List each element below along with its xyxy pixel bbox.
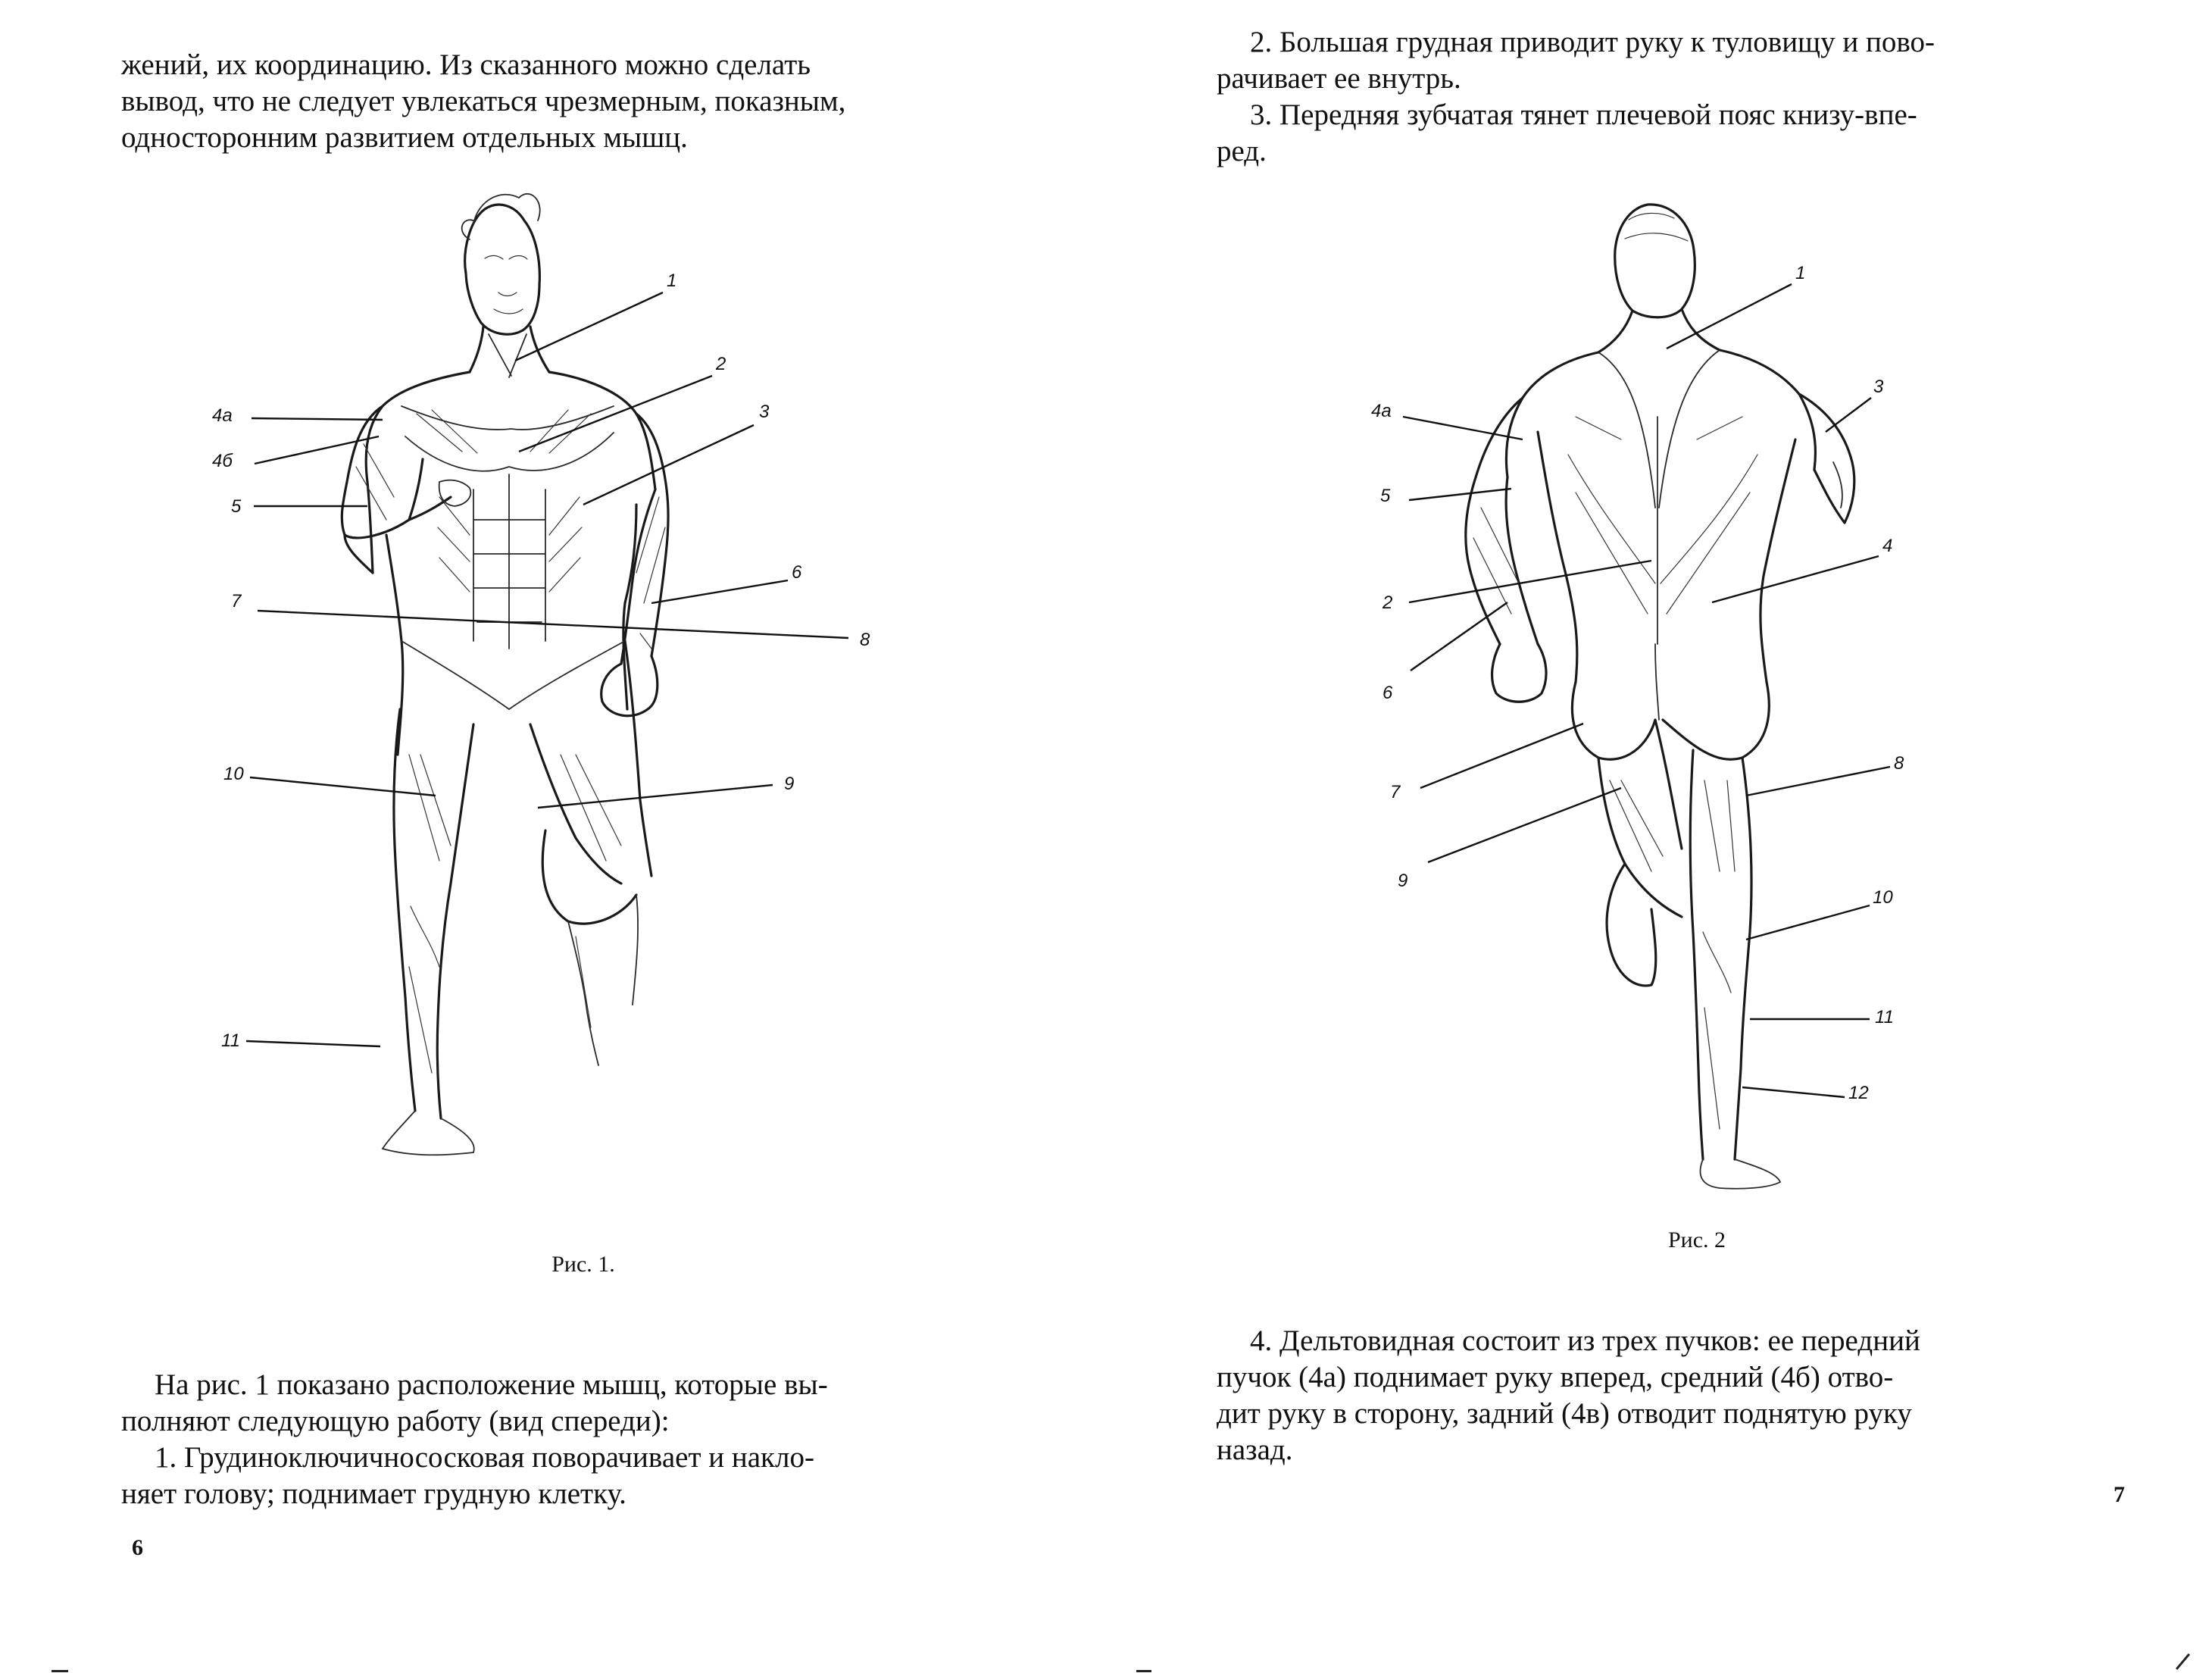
- text-line: дит руку в сторону, задний (4в) отводит поднятую руку: [1217, 1397, 1912, 1430]
- svg-text:4б: 4б: [212, 451, 233, 471]
- items-2-3-paragraph: [1217, 24, 2117, 170]
- figure-1-caption: Рис. 1.: [551, 1252, 615, 1277]
- svg-text:8: 8: [1894, 753, 1904, 774]
- text-line: назад.: [1217, 1434, 1293, 1466]
- svg-text:11: 11: [1875, 1007, 1894, 1027]
- svg-text:4: 4: [1882, 536, 1893, 556]
- svg-text:12: 12: [1848, 1083, 1869, 1103]
- svg-text:9: 9: [1398, 871, 1408, 891]
- scan-mark: [1136, 1670, 1151, 1672]
- anatomy-front-illustration: [212, 179, 909, 1247]
- scan-mark: [2176, 1653, 2190, 1670]
- page-number: 7: [2114, 1482, 2125, 1507]
- svg-text:2: 2: [716, 354, 726, 374]
- anatomy-back-illustration: [1348, 189, 1970, 1212]
- svg-text:7: 7: [231, 591, 242, 611]
- svg-text:8: 8: [860, 630, 870, 650]
- svg-text:1: 1: [1795, 263, 1806, 283]
- svg-text:4а: 4а: [1371, 401, 1392, 421]
- text-line: вывод, что не следует увлекаться чрезмерным, показным,: [121, 85, 846, 117]
- text-line: рачивает ее внутрь.: [1217, 62, 1461, 95]
- svg-text:7: 7: [1390, 782, 1401, 802]
- item-4-paragraph: [1217, 1323, 2117, 1468]
- text-line: На рис. 1 показано расположение мышц, которые вы-: [155, 1368, 828, 1401]
- text-line: 2. Большая грудная приводит руку к туловищу и пово-: [1250, 26, 1935, 58]
- svg-text:3: 3: [759, 402, 770, 422]
- right-page: [1106, 0, 2212, 1673]
- description-paragraph: [121, 1367, 1006, 1512]
- page-number: 6: [132, 1535, 143, 1560]
- text-line: 1. Грудиноключичнососковая поворачивает и накло-: [155, 1441, 814, 1474]
- svg-text:3: 3: [1873, 377, 1884, 397]
- svg-text:6: 6: [1382, 683, 1393, 703]
- svg-text:10: 10: [1873, 887, 1893, 908]
- svg-text:5: 5: [231, 496, 242, 517]
- figure-1-front-muscles: [212, 179, 909, 1247]
- text-line: пучок (4а) поднимает руку вперед, средний (4б) отво-: [1217, 1361, 1894, 1393]
- text-line: 3. Передняя зубчатая тянет плечевой пояс книзу-впе-: [1250, 99, 1917, 131]
- svg-text:4а: 4а: [212, 405, 233, 426]
- scan-mark: [52, 1670, 68, 1672]
- text-line: жений, их координацию. Из сказанного можно сделать: [121, 48, 811, 81]
- svg-text:9: 9: [784, 774, 795, 794]
- text-line: няет голову; поднимает грудную клетку.: [121, 1478, 626, 1510]
- text-line: 4. Дельтовидная состоит из трех пучков: ее передний: [1250, 1324, 1920, 1357]
- svg-text:5: 5: [1380, 486, 1391, 506]
- figure-2-caption: Рис. 2: [1667, 1227, 1726, 1252]
- text-line: полняют следующую работу (вид спереди):: [121, 1405, 670, 1437]
- svg-text:11: 11: [221, 1030, 240, 1051]
- svg-text:10: 10: [223, 764, 244, 784]
- intro-paragraph: [121, 47, 1006, 156]
- text-line: ред.: [1217, 135, 1267, 167]
- svg-text:1: 1: [667, 270, 677, 291]
- figure-2-back-muscles: [1348, 189, 1970, 1212]
- svg-text:2: 2: [1382, 593, 1393, 613]
- text-line: односторонним развитием отдельных мышц.: [121, 121, 688, 154]
- svg-text:6: 6: [792, 562, 802, 583]
